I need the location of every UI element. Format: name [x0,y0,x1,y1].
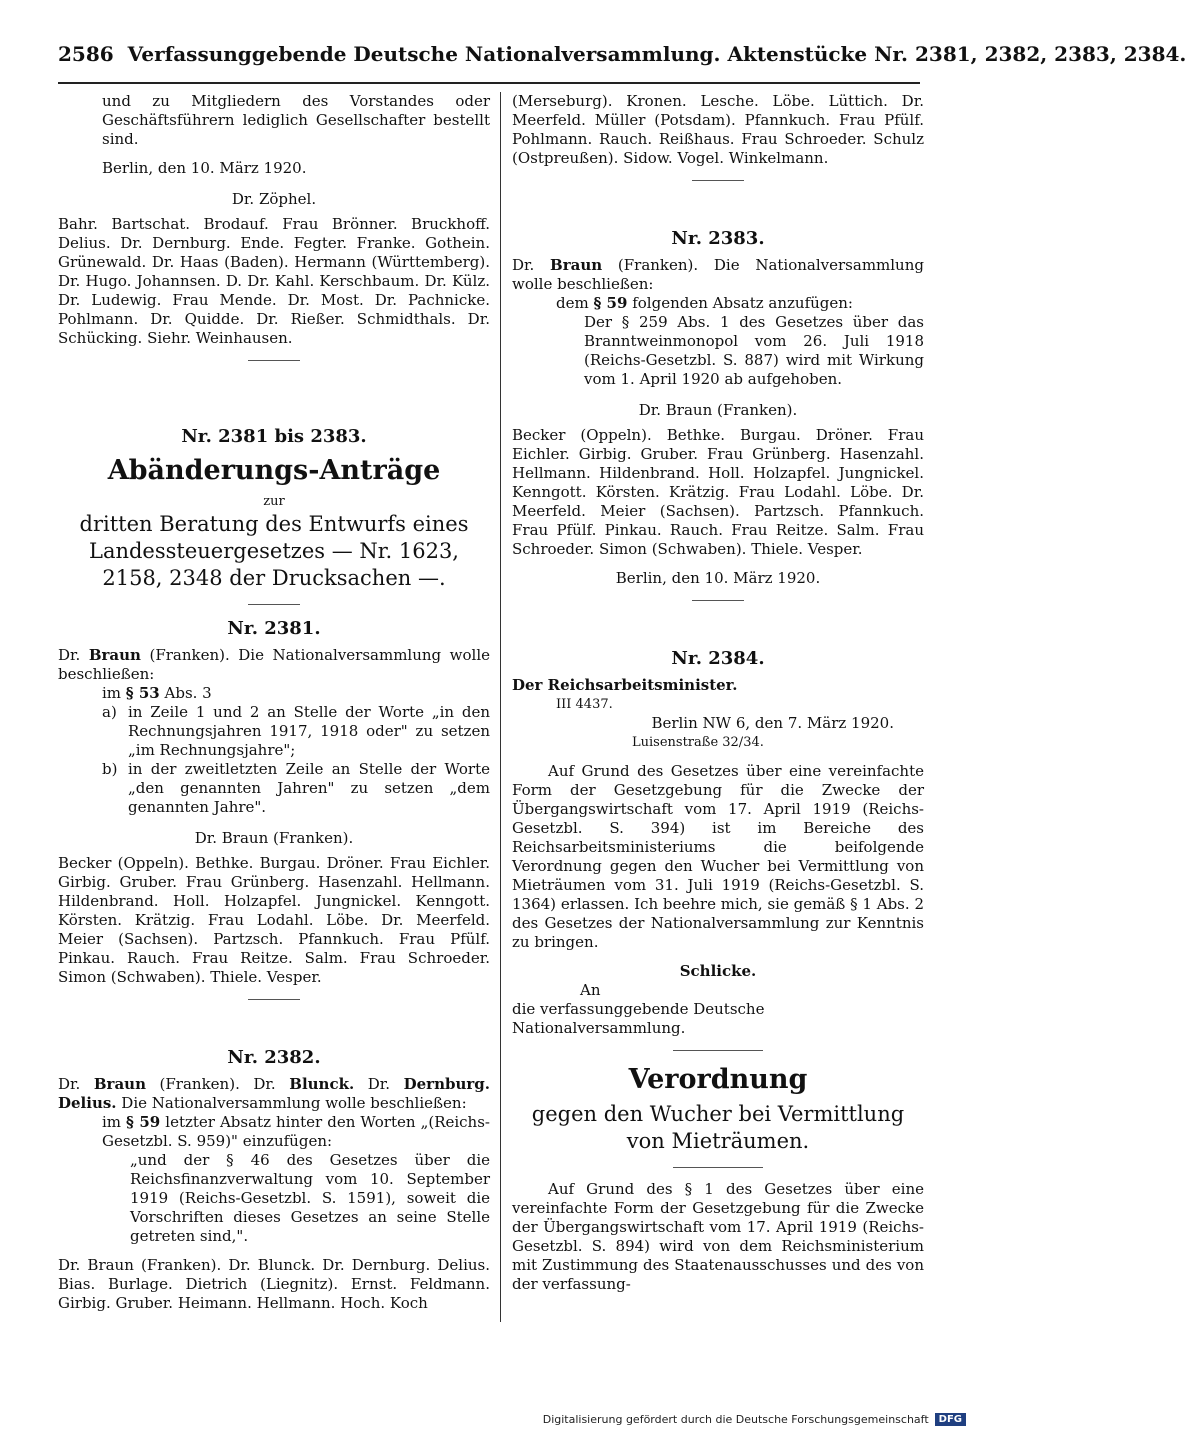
verordnung-body: Auf Grund des § 1 des Gesetzes über eine vereinfachte Form der Gesetzgebung für die Zwecke der Übergangswirtschaft vom 17. April 1919 (Reichs-Gesetzbl. S. 894) wird von dem Reichsministerium mit Zustimmung des Staatenausschusses und des von der verfassung- [512,1180,924,1293]
recipient-2384: die verfassunggebende Deutsche Nationalversammlung. [512,1000,765,1037]
ref-2381: im § 53 Abs. 3 [102,684,212,702]
heading-2383: Nr. 2383. [671,228,765,249]
verordnung-title: Verordnung [628,1064,808,1095]
separator [692,600,744,601]
separator [248,360,300,361]
separator [248,604,300,605]
place-date-2384: Berlin NW 6, den 7. März 1920. [651,714,894,732]
separator [673,1167,763,1168]
left-signatories: Bahr. Bartschat. Brodauf. Frau Brönner. Bruckhoff. Delius. Dr. Dernburg. Ende. Fegter. Franke. Gothein. Grünewald. Dr. Haas (Baden). Hermann (Württemberg). Dr. Hugo. Johannsen. D. Dr. Kahl. Kerschbaum. Dr. Külz. Dr. Ludewig. Frau Mende. Dr. Most. Dr. Pachnicke. Pohlmann. Dr. Quidde. Dr. Rießer. Schmidthals. Dr. Schücking. Siehr. Weinhausen. [58,215,490,347]
signatories-2383: Becker (Oppeln). Bethke. Burgau. Dröner. Frau Eichler. Girbig. Gruber. Frau Grünberg. Hasenzahl. Hellmann. Hildenbrand. Holl. Holzapfel. Jungnickel. Kenngott. Körsten. Krätzig. Frau Lodahl. Löbe. Dr. Meerfeld. Meier (Sachsen). Partzsch. Pfannkuch. Frau Pfülf. Pinkau. Rauch. Frau Reitze. Salm. Frau Schroeder. Simon (Schwaben). Thiele. Vesper. [512,426,924,558]
continued-signatories: (Merseburg). Kronen. Lesche. Löbe. Lüttich. Dr. Meerfeld. Müller (Potsdam). Pfannkuch. Frau Pfülf. Pohlmann. Rauch. Reißhaus. Frau Schroeder. Schulz (Ostpreußen). Sidow. Vogel. Winkelmann. [512,92,924,167]
dfg-logo: DFG [935,1413,966,1426]
signer-2381: Dr. Braun (Franken). [194,829,354,847]
separator [673,1050,763,1051]
date-2383: Berlin, den 10. März 1920. [615,569,821,587]
street-2384: Luisenstraße 32/34. [632,735,764,750]
main-title: Abänderungs-Anträge [107,455,441,486]
zur-label: zur [263,494,285,509]
list-item-b: b) in der zweitletzten Zeile an Stelle der Worte „den genannten Jahren" zu setzen „dem genannten Jahre". [102,760,490,816]
page-number: 2586 [58,42,114,66]
footer [543,1413,966,1426]
sender-2384: Der Reichsarbeitsminister. [512,676,738,694]
ref-2384: III 4437. [556,697,613,712]
signer-2384: Schlicke. [679,962,757,980]
an-label: An [580,981,601,999]
heading-2382: Nr. 2382. [227,1047,321,1068]
mover-2381: Dr. Braun (Franken). Die Nationalversammlung wolle beschließen: [58,646,490,683]
range-heading: Nr. 2381 bis 2383. [181,426,367,447]
body-2384: Auf Grund des Gesetzes über eine vereinfachte Form der Gesetzgebung für die Zwecke der Übergangswirtschaft vom 17. April 1919 (Reichs-Gesetzbl. S. 394) ist im Bereiche des Reichsarbeitsministeriums die beifolgende Verordnung gegen den Wucher bei Vermittlung von Mieträumen vom 31. Juli 1919 (Reichs-Gesetzbl. S. 1364) erlassen. Ich beehre mich, sie gemäß § 1 Abs. 2 des Gesetzes der Nationalversammlung zur Kenntnis zu bringen. [512,762,924,951]
ref-2382: im § 59 letzter Absatz hinter den Worten „(Reichs-Gesetzbl. S. 959)" einzufügen: [102,1113,490,1150]
main-subtitle: dritten Beratung des Entwurfs eines Landessteuergesetzes — Nr. 1623, 2158, 2348 der Drucksachen —. [79,512,469,590]
ref-2383: dem § 59 folgenden Absatz anzufügen: [556,294,853,312]
quote-2382: „und der § 46 des Gesetzes über die Reichsfinanzverwaltung vom 10. September 1919 (Reichs-Gesetzbl. S. 1591), soweit die Vorschriften dieses Gesetzes an seine Stelle getreten sind,". [130,1151,490,1245]
movers-2382: Dr. Braun (Franken). Dr. Blunck. Dr. Dernburg. Delius. Die Nationalversammlung wolle beschließen: [58,1075,490,1112]
mover-2383: Dr. Braun (Franken). Die Nationalversammlung wolle beschließen: [512,256,924,293]
page-header-title: Verfassunggebende Deutsche Nationalversammlung. Aktenstücke Nr. 2381, 2382, 2383, 2384. [127,42,1186,66]
signatories-2382: Dr. Braun (Franken). Dr. Blunck. Dr. Dernburg. Delius. Bias. Burlage. Dietrich (Liegnitz). Ernst. Feldmann. Girbig. Gruber. Heimann. Hellmann. Hoch. Koch [58,1256,490,1312]
footer-text: Digitalisierung gefördert durch die Deutsche Forschungsgemeinschaft [542,1413,929,1426]
heading-2381: Nr. 2381. [227,618,321,639]
list-item-a: a) in Zeile 1 und 2 an Stelle der Worte „in den Rechnungsjahren 1917, 1918 oder" zu setzen „im Rechnungsjahre"; [102,703,490,759]
intro-paragraph: und zu Mitgliedern des Vorstandes oder Geschäftsführern lediglich Gesellschafter bestellt sind. [102,92,490,148]
column-divider [500,92,501,1322]
left-date: Berlin, den 10. März 1920. [102,159,307,177]
separator [692,180,744,181]
quote-2383: Der § 259 Abs. 1 des Gesetzes über das Branntweinmonopol vom 26. Juli 1918 (Reichs-Gesetzbl. S. 887) wird mit Wirkung vom 1. April 1920 ab aufgehoben. [584,313,924,388]
signer-2383: Dr. Braun (Franken). [638,401,798,419]
left-signer: Dr. Zöphel. [231,190,317,208]
separator [248,999,300,1000]
signatories-2381: Becker (Oppeln). Bethke. Burgau. Dröner. Frau Eichler. Girbig. Gruber. Frau Grünberg. Hasenzahl. Hellmann. Hildenbrand. Holl. Holzapfel. Jungnickel. Kenngott. Körsten. Krätzig. Frau Lodahl. Löbe. Dr. Meerfeld. Meier (Sachsen). Partzsch. Pfannkuch. Frau Pfülf. Pinkau. Rauch. Frau Reitze. Salm. Frau Schroeder. Simon (Schwaben). Thiele. Vesper. [58,854,490,986]
heading-2384: Nr. 2384. [671,648,765,669]
right-column [512,92,924,1294]
left-column [58,92,490,1313]
page-header [58,42,1186,84]
verordnung-subtitle: gegen den Wucher bei Vermittlung von Mieträumen. [531,1102,905,1153]
